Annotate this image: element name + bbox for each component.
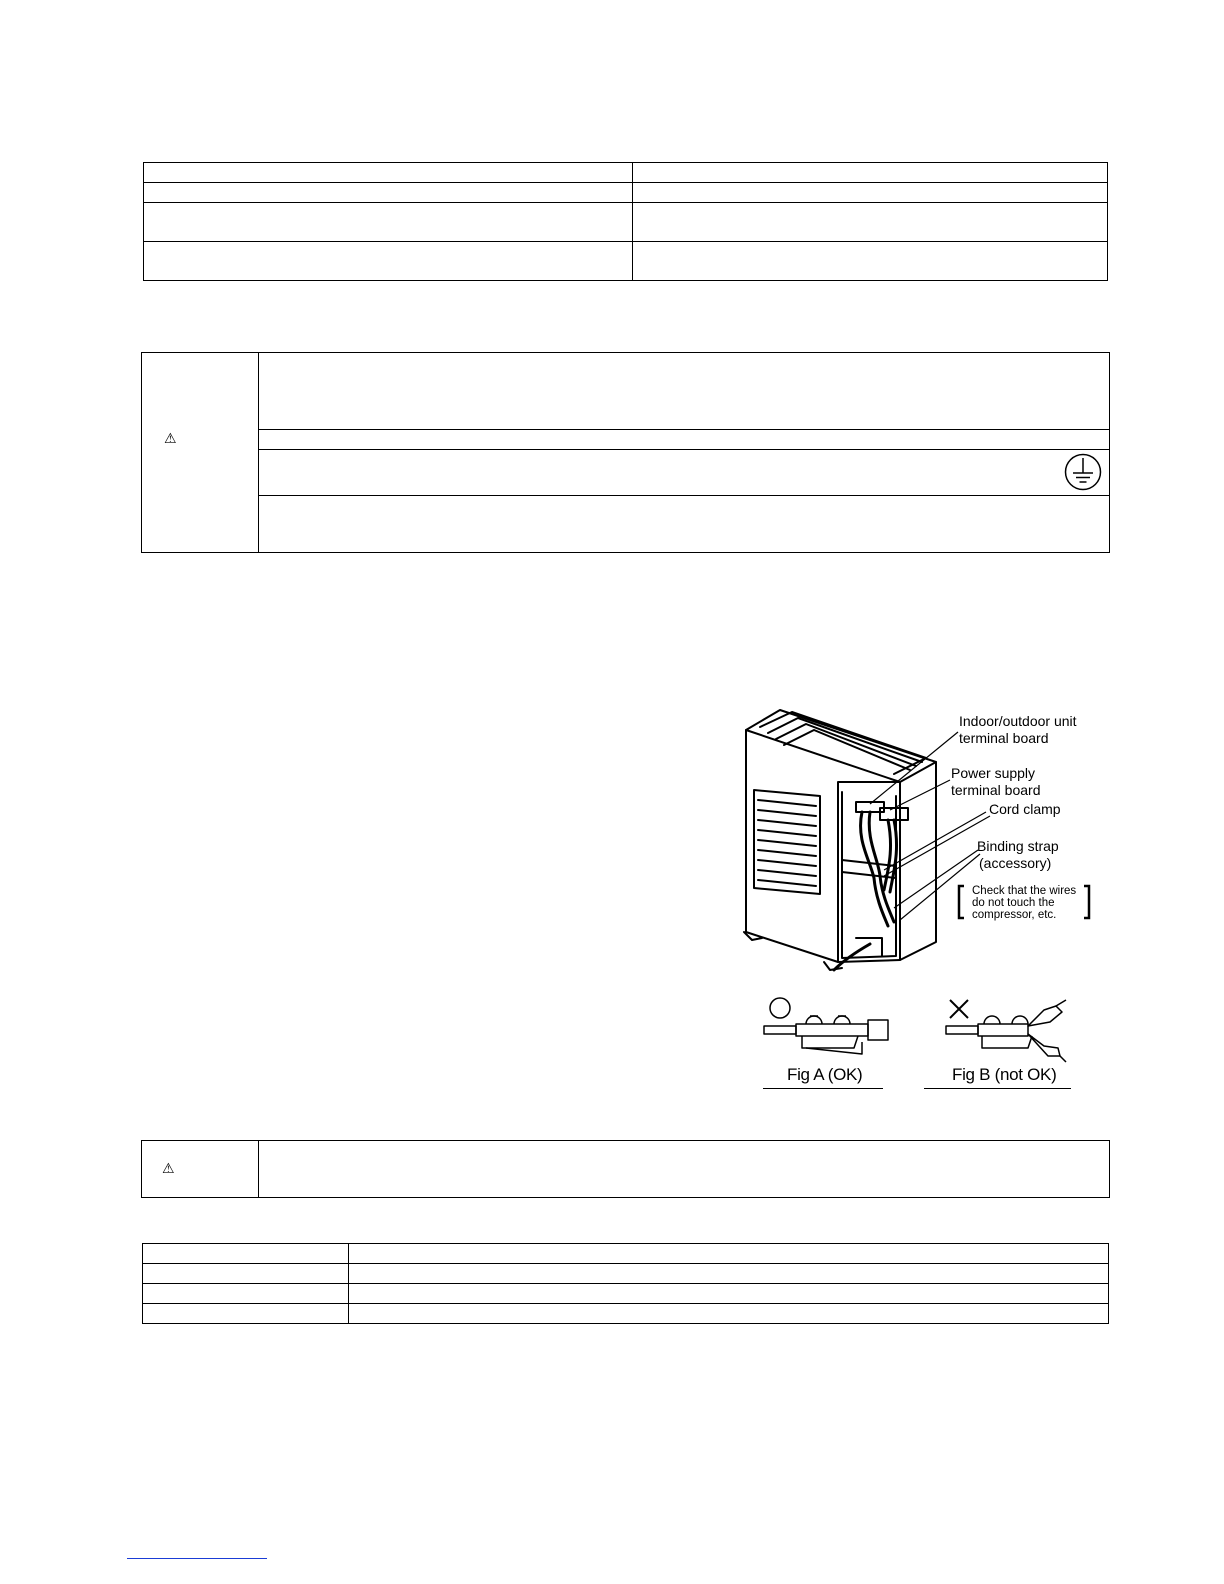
table-row	[142, 430, 1110, 450]
table-row	[143, 1264, 1109, 1284]
table-row	[143, 1304, 1109, 1324]
fig-a-underline	[763, 1088, 883, 1089]
table-2	[142, 1243, 1109, 1324]
warning-box-2	[141, 1140, 1110, 1198]
check-note-line-1: Check that the wires	[972, 885, 1077, 897]
fig-b-illustration	[944, 996, 1068, 1066]
label-power-supply-terminal: Power supply	[951, 765, 1036, 781]
table-row	[144, 242, 1108, 281]
ground-symbol-icon	[1063, 452, 1103, 492]
table-row	[144, 203, 1108, 242]
table-row	[144, 183, 1108, 203]
check-note-line-3: compressor, etc.	[972, 909, 1057, 921]
table-row	[142, 353, 1110, 430]
label-power-supply-terminal-2: terminal board	[951, 782, 1041, 798]
table-1	[143, 162, 1108, 281]
label-indoor-outdoor-terminal: Indoor/outdoor unit	[959, 713, 1077, 729]
label-cord-clamp: Cord clamp	[989, 801, 1061, 817]
table-row	[144, 163, 1108, 183]
footer-link-underline[interactable]	[127, 1558, 267, 1559]
table-row	[142, 1141, 1110, 1198]
fig-a-illustration	[762, 996, 892, 1060]
warning-box-1	[141, 352, 1110, 553]
table-row	[142, 450, 1110, 496]
warning-triangle-icon: ⚠	[162, 1161, 175, 1177]
warning-cell	[142, 1141, 259, 1198]
table-row	[143, 1284, 1109, 1304]
fig-a-caption: Fig A (OK)	[787, 1065, 863, 1084]
fig-b-caption: Fig B (not OK)	[952, 1065, 1057, 1084]
label-binding-strap: Binding strap	[977, 838, 1059, 854]
warning-triangle-icon: ⚠	[164, 431, 177, 447]
table-row	[142, 496, 1110, 553]
table-row	[143, 1244, 1109, 1264]
check-note-line-2: do not touch the	[972, 897, 1055, 909]
warning-cell	[142, 353, 259, 553]
fig-b-underline	[924, 1088, 1071, 1089]
label-binding-strap-2: (accessory)	[979, 855, 1052, 871]
label-indoor-outdoor-terminal-2: terminal board	[959, 730, 1049, 746]
